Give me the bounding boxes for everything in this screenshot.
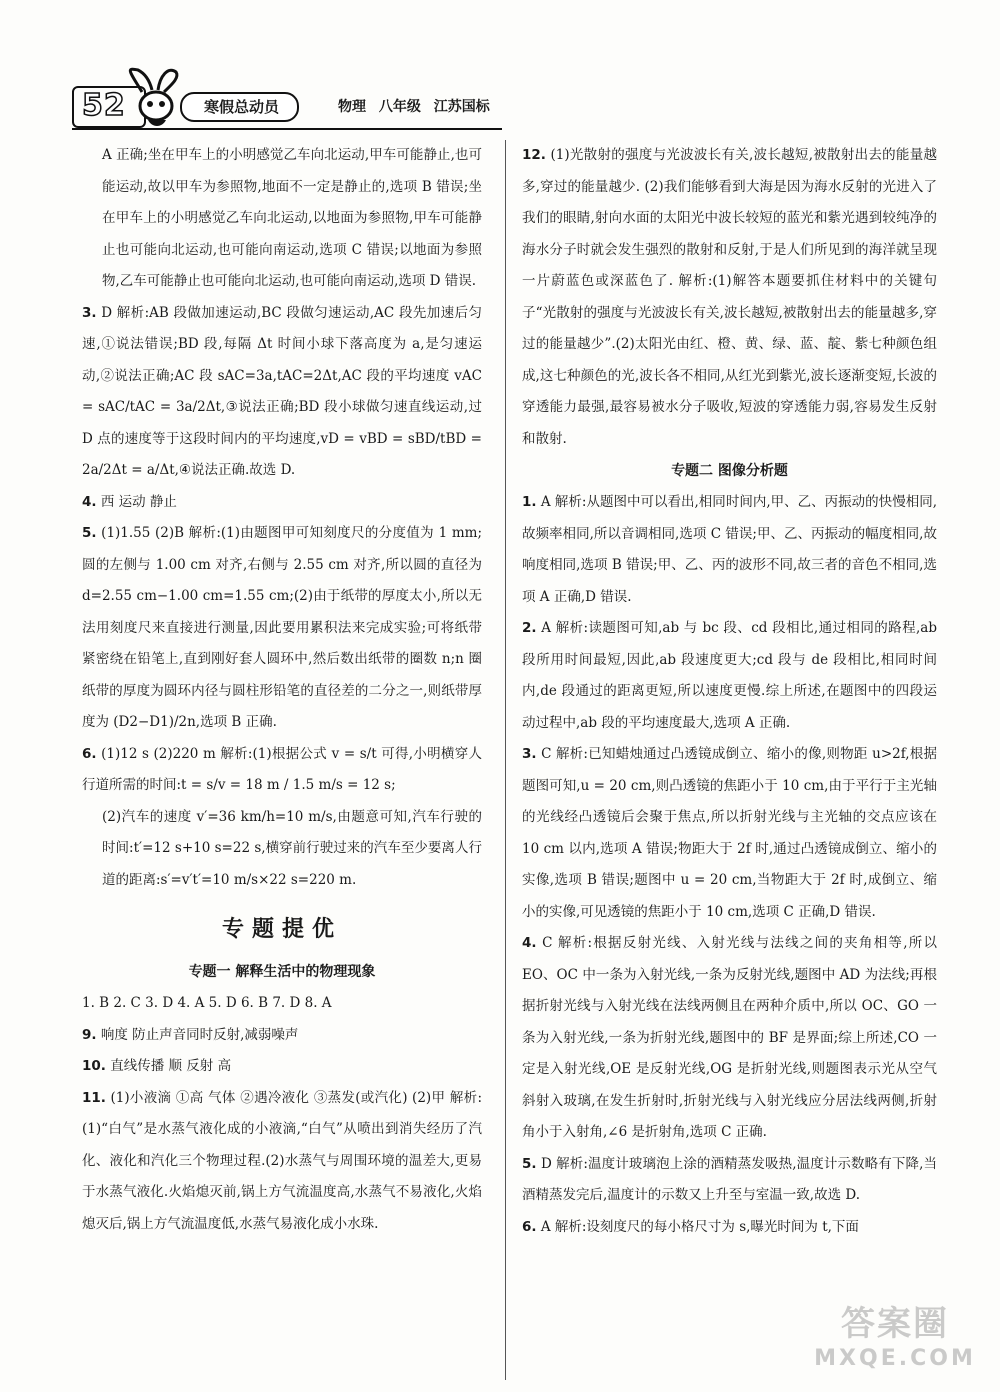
subsection-title-2: 专题二 图像分析题 xyxy=(671,463,788,479)
answer-11: 11. (1)小液滴 ①高 气体 ②遇冷液化 ③蒸发(或汽化) (2)甲 解析:(1)“白气”是水蒸气液化成的小液滴,“白气”从喷出到消失经历了汽化、液化和汽化三个物理过程.(2)水蒸气与周围环境的温差大,更易于水蒸气液化.火焰熄灭前,锅上方气流温度高,水蒸气不易液化,火焰熄灭后,锅上方气流温度低,水蒸气易液化成小水珠. xyxy=(82,1089,482,1232)
subject-info: 物理 八年级 江苏国标 xyxy=(338,99,490,115)
answer-4: 4. 西 运动 静止 xyxy=(82,493,177,510)
section-title: 专题提优 xyxy=(221,917,342,942)
answer-r6: 6. A 解析:设刻度尺的每小格尺寸为 s,曝光时间为 t,下面 xyxy=(522,1218,859,1235)
answer-10: 10. 直线传播 顺 反射 高 xyxy=(82,1058,232,1074)
left-column xyxy=(82,140,482,1240)
page-header xyxy=(0,0,1000,135)
book-title: 寒假总动员 xyxy=(180,92,299,122)
answers-1-to-8: 1. B 2. C 3. D 4. A 5. D 6. B 7. D 8. A xyxy=(82,995,332,1011)
answer-r1: 1. A 解析:从题图中可以看出,相同时间内,甲、乙、丙振动的快慢相同,故频率相同,所以音调相同,选项 C 错误;甲、乙、丙振动的幅度相同,故响度相同,选项 B 错误;甲、乙、丙的波形不同,故三者的音色不相同,选项 A 正确,D 错误. xyxy=(522,494,938,605)
answer-6: 6. (1)12 s (2)220 m 解析:(1)根据公式 v = s/t 可得,小明横穿人行道所需的时间:t = s/v = 18 m / 1.5 m/s = 12 s; xyxy=(82,745,482,793)
page-number: 52 xyxy=(82,88,126,123)
answer-5: 5. (1)1.55 (2)B 解析:(1)由题图甲可知刻度尺的分度值为 1 mm;圆的左侧与 1.00 cm 对齐,右侧与 2.55 cm 对齐,所以圆的直径为 d=2.55 cm−1.00 cm=1.55 cm;(2)由于纸带的厚度太小,所以无法用刻度尺来直接进行测量,因此要用累积法来完成实验;可将纸带紧密绕在铅笔上,直到刚好套人圆环中,然后数出纸带的圈数 n;n 圈纸带的厚度为圆环内径与圆柱形铅笔的直径差的二分之一,则纸带厚度为 (D2−D1)/2n,选项 B 正确. xyxy=(82,525,482,730)
answer-9: 9. 响度 防止声音同时反射,减弱噪声 xyxy=(82,1026,299,1043)
answer-12: 12. (1)光散射的强度与光波波长有关,波长越短,被散射出去的能量越多,穿过的能量越少. (2)我们能够看到大海是因为海水反射的光进入了我们的眼睛,射向水面的太阳光中波长较短的蓝光和紫光遇到较纯净的海水分子时就会发生强烈的散射和反射,于是人们所见到的海洋就呈现一片蔚蓝色或深蓝色了. 解析:(1)解答本题要抓住材料中的关键句子“光散射的强度与光波波长有关,波长越短,被散射出去的能量越多,穿过的能量越少”.(2)太阳光由红、橙、黄、绿、蓝、靛、紫七种颜色组成,这七种颜色的光,波长各不相同,从红光到紫光,波长逐渐变短,长波的穿透能力最强,最容易被水分子吸收,短波的穿透能力弱,容易发生反射和散射. xyxy=(522,147,937,447)
answer-r5: 5. D 解析:温度计玻璃泡上涂的酒精蒸发吸热,温度计示数略有下降,当酒精蒸发完后,温度计的示数又上升至与室温一致,故选 D. xyxy=(522,1155,937,1203)
right-column xyxy=(522,140,937,1243)
answer-3: 3. D 解析:AB 段做加速运动,BC 段做匀速运动,AC 段先加速后匀速,①说法错误;BD 段,每隔 Δt 时间小球下落高度为 a,是匀速运动,②说法正确;AC 段 sAC=3a,tAC=2Δt,AC 段的平均速度 vAC = sAC/tAC = 3a/2Δt,③说法正确;BD 段小球做匀速直线运动,过 D 点的速度等于这段时间内的平均速度,vD = vBD = sBD/tBD = 2a/2Δt = a/Δt,④说法正确.故选 D. xyxy=(82,304,482,478)
rabbit-mascot-icon xyxy=(120,62,190,132)
watermark xyxy=(810,1302,980,1382)
answer-continued: A 正确;坐在甲车上的小明感觉乙车向北运动,甲车可能静止,也可能运动,故以甲车为参照物,地面不一定是静止的,选项 B 错误;坐在甲车上的小明感觉乙车向北运动,以地面为参照物,甲车可能静止也可能向北运动,也可能向南运动,选项 C 错误;以地面为参照物,乙车可能静止也可能向北运动,也可能向南运动,选项 D 错误. xyxy=(102,147,482,289)
answer-6-part2: (2)汽车的速度 v′=36 km/h=10 m/s,由题意可知,汽车行驶的时间:t′=12 s+10 s=22 s,横穿前行驶过来的汽车至少要离人行道的距离:s′=v′t′=10 m/s×22 s=220 m. xyxy=(102,808,482,888)
watermark-cn: 答案圈 xyxy=(841,1304,949,1344)
watermark-en: MXQE.COM xyxy=(814,1346,976,1371)
answer-r4: 4. C 解析:根据反射光线、入射光线与法线之间的夹角相等,所以 EO、OC 中一条为入射光线,一条为反射光线,题图中 AD 为法线;再根据折射光线与入射光线在法线两侧且在两种介质中,所以 OC、GO 一条为入射光线,一条为折射光线,题图中的 BF 是界面;综上所述,CO 一定是入射光线,OE 是反射光线,OG 是折射光线,则题图表示光从空气斜射入玻璃,在发生折射时,折射光线与入射光线应分居法线两侧,折射角小于入射角,∠6 是折射角,选项 C 正确. xyxy=(522,935,937,1140)
answer-r3: 3. C 解析:已知蜡烛通过凸透镜成倒立、缩小的像,则物距 u>2f,根据题图可知,u = 20 cm,则凸透镜的焦距小于 10 cm,由于平行于主光轴的光线经凸透镜后会聚于焦点,所以折射光线与主光轴的交点应该在 10 cm 以内,选项 A 错误;物距大于 2f 时,通过凸透镜成倒立、缩小的实像,选项 B 错误;题图中 u = 20 cm,当物距大于 2f 时,成倒立、缩小的实像,可见透镜的焦距小于 10 cm,选项 C 正确,D 错误. xyxy=(522,746,938,920)
header-rule xyxy=(72,128,502,130)
column-divider xyxy=(505,140,506,1380)
answer-r2: 2. A 解析:读题图可知,ab 与 bc 段、cd 段相比,通过相同的路程,ab 段所用时间最短,因此,ab 段速度更大;cd 段与 de 段相比,相同时间内,de 段通过的距离更短,所以速度更慢.综上所述,在题图中的四段运动过程中,ab 段的平均速度最大,选项 A 正确. xyxy=(522,620,937,731)
subsection-title-1: 专题一 解释生活中的物理现象 xyxy=(188,964,376,980)
